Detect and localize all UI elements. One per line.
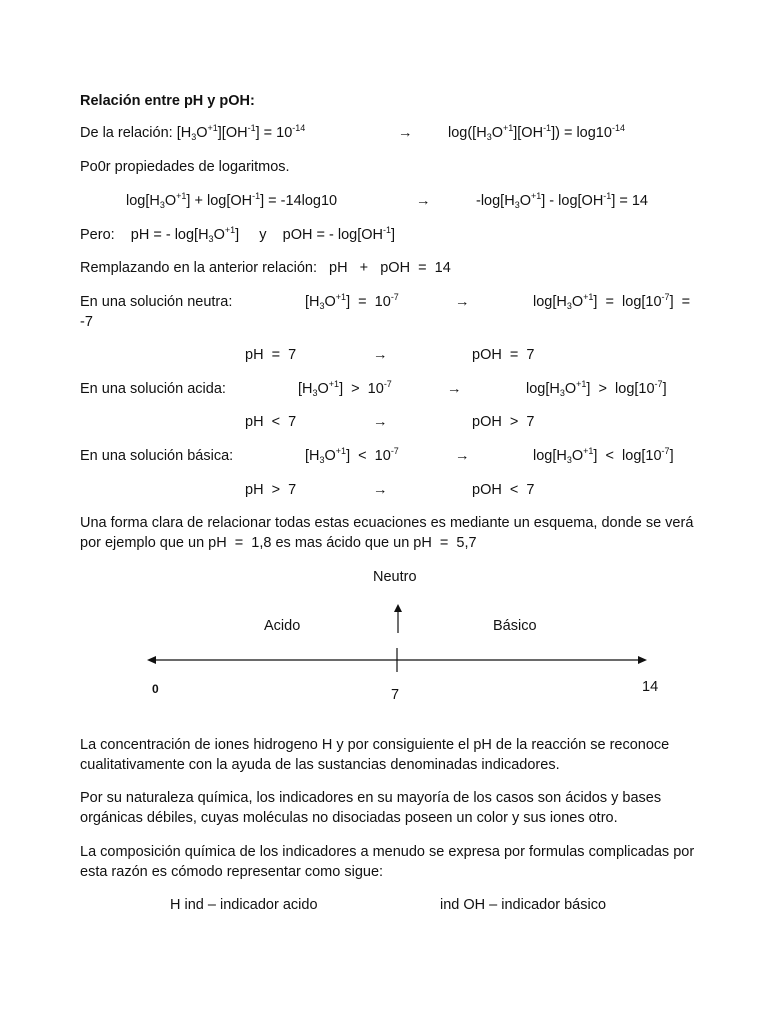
basic-indicator-formula: ind OH – indicador básico [440,897,607,913]
ph-poh-definitions: Pero: pH = - $\log[H_3O^{+1}]$ y pOH = - $\log[OH^{-1}]$ [80,225,396,244]
neutral-label: En una solución neutra: [80,294,233,310]
indicator-composition-paragraph: La composición química de los indicadores a menudo se expresa por formulas complicadas por esta razón es cómodo representar como sigue: [80,844,695,880]
indicator-nature-paragraph: Por su naturaleza química, los indicadores en su mayoría de los casos son ácidos y bases orgánicas débiles, cuyas moléculas no disociadas poseen un color y sus iones otro. [80,790,662,826]
acid-ph: pH < 7 [245,414,297,430]
neutral-log-continuation: -7 [80,314,93,330]
arrow-icon: → [447,381,462,397]
relation-log-equation: $\log([H_3O^{+1}][OH^{-1}]) = \log 10^{-14}$ [448,123,625,142]
scale-zero: 0 [152,682,159,696]
arrow-icon: → [416,193,431,209]
up-arrowhead-icon [394,604,402,612]
arrow-icon: → [373,482,388,498]
arrow-icon: → [398,125,413,141]
left-arrowhead-icon [147,656,156,664]
acid-indicator-formula: H ind – indicador acido [170,897,318,913]
right-arrowhead-icon [638,656,647,664]
basic-concentration: $[H_3O^{+1}] < 10^{-7}$ [305,446,399,465]
acid-poh: pOH > 7 [472,414,535,430]
arrow-icon: → [373,347,388,363]
basic-label: En una solución básica: [80,448,234,464]
relation-equation: De la relación: $[H_3O^{+1}][OH^{-1}] = 10^{-14}$ [80,123,306,142]
scheme-intro-paragraph: Una forma clara de relacionar todas estas ecuaciones es mediante un esquema, donde se verá por ejemplo que un pH = 1,8 es mas ácido que un pH = 5,7 [80,515,698,551]
log-properties-text: Po0r propiedades de logaritmos. [80,159,290,175]
page-title: Relación entre pH y pOH: [80,93,255,109]
arrow-icon: → [373,414,388,430]
log-sum-equation: $\log[H_3O^{+1}] + \log[OH^{-1}] = -14\log 10$ [126,191,338,210]
scale-fourteen: 14 [642,679,659,695]
basic-diagram-label: Básico [493,618,537,634]
neg-log-equation: $-\log[H_3O^{+1}] - \log[OH^{-1}] = 14$ [476,191,648,210]
replacement-equation: Remplazando en la anterior relación: pH + pOH = 14 [80,260,451,276]
arrow-icon: → [455,294,470,310]
acid-diagram-label: Acido [264,618,301,634]
acid-label: En una solución acida: [80,381,226,397]
basic-ph: pH > 7 [245,482,297,498]
neutral-log: $\log[H_3O^{+1}] = \log[10^{-7}]$ = [533,292,691,311]
neutral-ph: pH = 7 [245,347,297,363]
arrow-icon: → [455,448,470,464]
scale-seven: 7 [391,687,400,703]
basic-log: $\log[H_3O^{+1}] < \log[10^{-7}]$ [533,446,674,465]
concentration-paragraph: La concentración de iones hidrogeno H y por consiguiente el pH de la reacción se reconoce cualitativamente con la ayuda de las sustancias denominadas indicadores. [80,737,670,773]
basic-poh: pOH < 7 [472,482,535,498]
neutral-poh: pOH = 7 [472,347,535,363]
acid-log: $\log[H_3O^{+1}] > \log[10^{-7}]$ [526,379,667,398]
neutral-diagram-label: Neutro [373,569,417,585]
acid-concentration: $[H_3O^{+1}] > 10^{-7}$ [298,379,392,398]
neutral-concentration: $[H_3O^{+1}] = 10^{-7}$ [305,292,399,311]
